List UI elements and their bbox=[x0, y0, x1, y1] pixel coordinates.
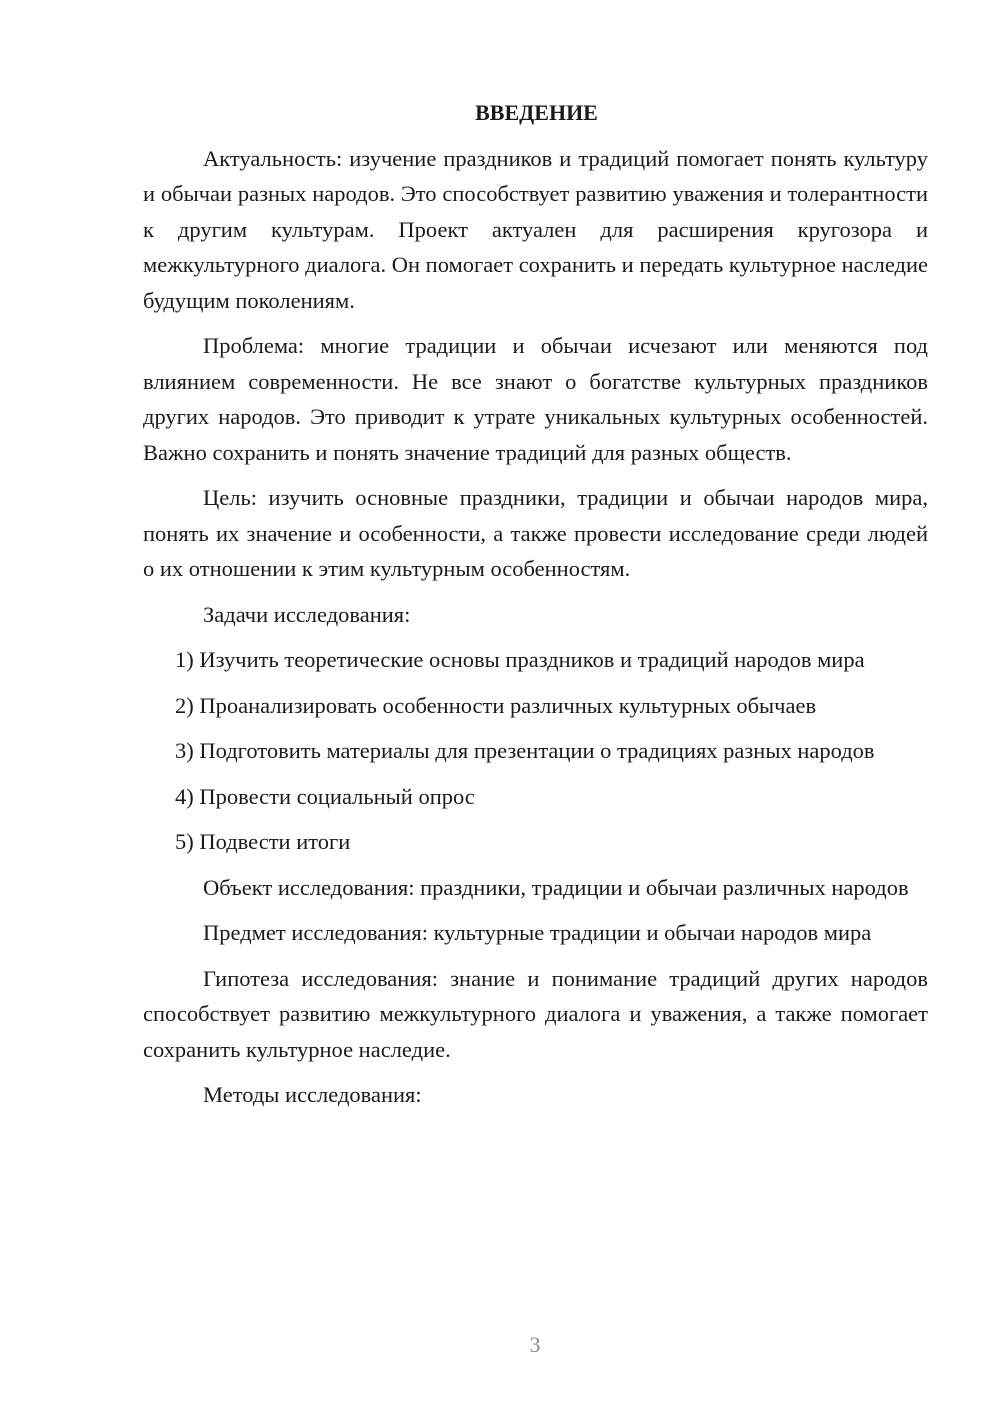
tasks-heading: Задачи исследования: bbox=[203, 601, 411, 627]
task-item-5: 5) Подвести итоги bbox=[175, 829, 351, 854]
page-content bbox=[143, 95, 928, 1123]
hypothesis-paragraph: Гипотеза исследования: знание и понимание традиций других народов способствует развитию межкультурного диалога и уважения, а также помогает сохранить культурное наследие. bbox=[143, 965, 928, 1062]
task-item-1: 1) Изучить теоретические основы праздников и традиций народов мира bbox=[175, 647, 865, 672]
task-item-4: 4) Провести социальный опрос bbox=[175, 783, 475, 809]
page-number: 3 bbox=[529, 1332, 541, 1357]
task-item-2: 2) Проанализировать особенности различных культурных обычаев bbox=[175, 692, 817, 718]
methods-heading: Методы исследования: bbox=[203, 1082, 422, 1107]
relevance-paragraph: Актуальность: изучение праздников и традиций помогает понять культуру и обычаи разных народов. Это способствует развитию уважения и толерантности к другим культурам. Проект актуален для расширения кругозора и межкультурного диалога. Он помогает сохранить и передать культурное наследие будущим поколениям. bbox=[143, 145, 928, 313]
problem-paragraph: Проблема: многие традиции и обычаи исчезают или меняются под влиянием современности. Не все знают о богатстве культурных праздников других народов. Это приводит к утрате уникальных культурных особенностей. Важно сохранить и понять значение традиций для разных обществ. bbox=[143, 333, 928, 465]
task-item-3: 3) Подготовить материалы для презентации о традициях разных народов bbox=[175, 738, 875, 763]
section-title: ВВЕДЕНИЕ bbox=[475, 100, 598, 125]
subject-paragraph: Предмет исследования: культурные традиции и обычаи народов мира bbox=[203, 920, 872, 945]
object-paragraph: Объект исследования: праздники, традиции и обычаи различных народов bbox=[203, 874, 909, 900]
goal-paragraph: Цель: изучить основные праздники, традиции и обычаи народов мира, понять их значение и особенности, а также провести исследование среди людей о их отношении к этим культурным особенностям. bbox=[143, 485, 928, 581]
